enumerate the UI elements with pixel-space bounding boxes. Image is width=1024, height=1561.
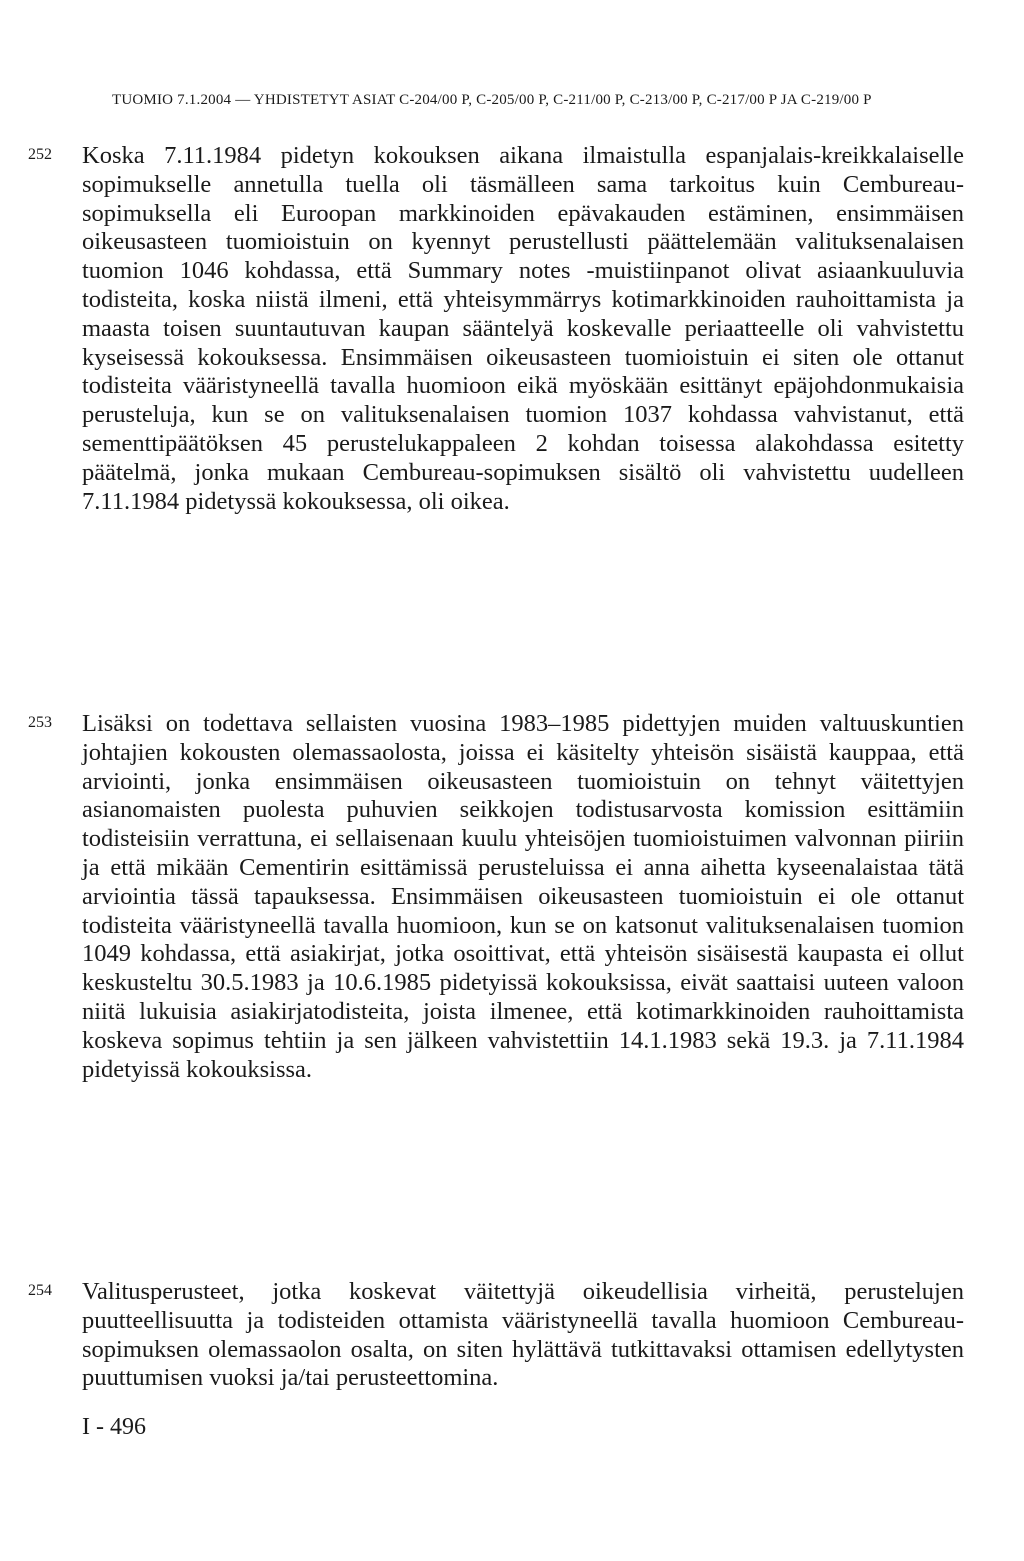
paragraph-number: 254: [28, 1282, 52, 1299]
paragraph-252: [28, 142, 964, 516]
paragraph-text: Valitusperusteet, jotka koskevat väitettyjä oikeudellisia virheitä, perustelujen puutteellisuutta ja todisteiden ottamista vääristyneellä tavalla huomioon Cembureau-sopimuksen olemassaolon osalta, on siten hylättävä tutkittavaksi ottamisen edellytysten puuttumisen vuoksi ja/tai perusteettomina.: [82, 1278, 964, 1392]
running-header: TUOMIO 7.1.2004 — YHDISTETYT ASIAT C-204/00 P, C-205/00 P, C-211/00 P, C-213/00 P, C-217/00 P JA C-219/00 P: [112, 92, 872, 108]
paragraph-text: Lisäksi on todettava sellaisten vuosina 1983–1985 pidettyjen muiden valtuuskuntien johtajien kokousten olemassaolosta, joissa ei käsitelty yhteisön sisäistä kauppaa, että arviointi, jonka ensimmäisen oikeusasteen tuomioistuin on tehnyt väitettyjen asianomaisten puolesta puhuvien seikkojen todistusarvosta komission esittämiin todisteisiin verrattuna, ei sellaisenaan kuulu yhteisöjen tuomioistuimen valvonnan piiriin ja että mikään Cementirin esittämissä perusteluissa ei anna aihetta kyseenalaistaa tätä arviointia tässä tapauksessa. Ensimmäisen oikeusasteen tuomioistuin ei ole ottanut todisteita vääristyneellä tavalla huomioon, kun se on katsonut valituksenalaisen tuomion 1049 kohdassa, että asiakirjat, jotka osoittivat, että yhteisön sisäisestä kaupasta ei ollut keskusteltu 30.5.1983 ja 10.6.1985 pidetyissä kokouksissa, eivät saattaisi uuteen valoon niitä lukuisia asiakirjatodisteita, joista ilmenee, että kotimarkkinoiden rauhoittamista koskeva sopimus tehtiin ja sen jälkeen vahvistettiin 14.1.1983 sekä 19.3. ja 7.11.1984 pidetyissä kokouksissa.: [82, 710, 964, 1083]
paragraph-text: Koska 7.11.1984 pidetyn kokouksen aikana ilmaistulla espanjalais-kreikkalaiselle sopimukselle annetulla tuella oli täsmälleen sama tarkoitus kuin Cembureau-sopimuksella eli Euroopan markkinoiden epävakauden estäminen, ensimmäisen oikeusasteen tuomioistuin on kyennyt perustellusti päättelemään valituksenalaisen tuomion 1046 kohdassa, että Summary notes -muistiinpanot olivat asiaankuuluvia todisteita, koska niistä ilmeni, että yhteisymmärrys kotimarkkinoiden rauhoittamista ja maasta toisen suuntautuvan kaupan sääntelyä koskevalle periaatteelle oli vahvistettu kyseisessä kokouksessa. Ensimmäisen oikeusasteen tuomioistuin ei siten ole ottanut todisteita vääristyneellä tavalla huomioon eikä myöskään esittänyt epäjohdonmukaisia perusteluja, kun se on valituksenalaisen tuomion 1037 kohdassa vahvistanut, että sementtipäätöksen 45 perustelukappaleen 2 kohdan toisessa alakohdassa esitetty päätelmä, jonka mukaan Cembureau-sopimuksen sisältö oli vahvistettu uudelleen 7.11.1984 pidetyssä kokouksessa, oli oikea.: [82, 142, 964, 515]
paragraph-number: 252: [28, 146, 52, 163]
paragraph-253: [28, 710, 964, 1084]
page-number: I - 496: [82, 1414, 146, 1440]
paragraph-number: 253: [28, 714, 52, 731]
paragraph-254: [28, 1278, 964, 1393]
